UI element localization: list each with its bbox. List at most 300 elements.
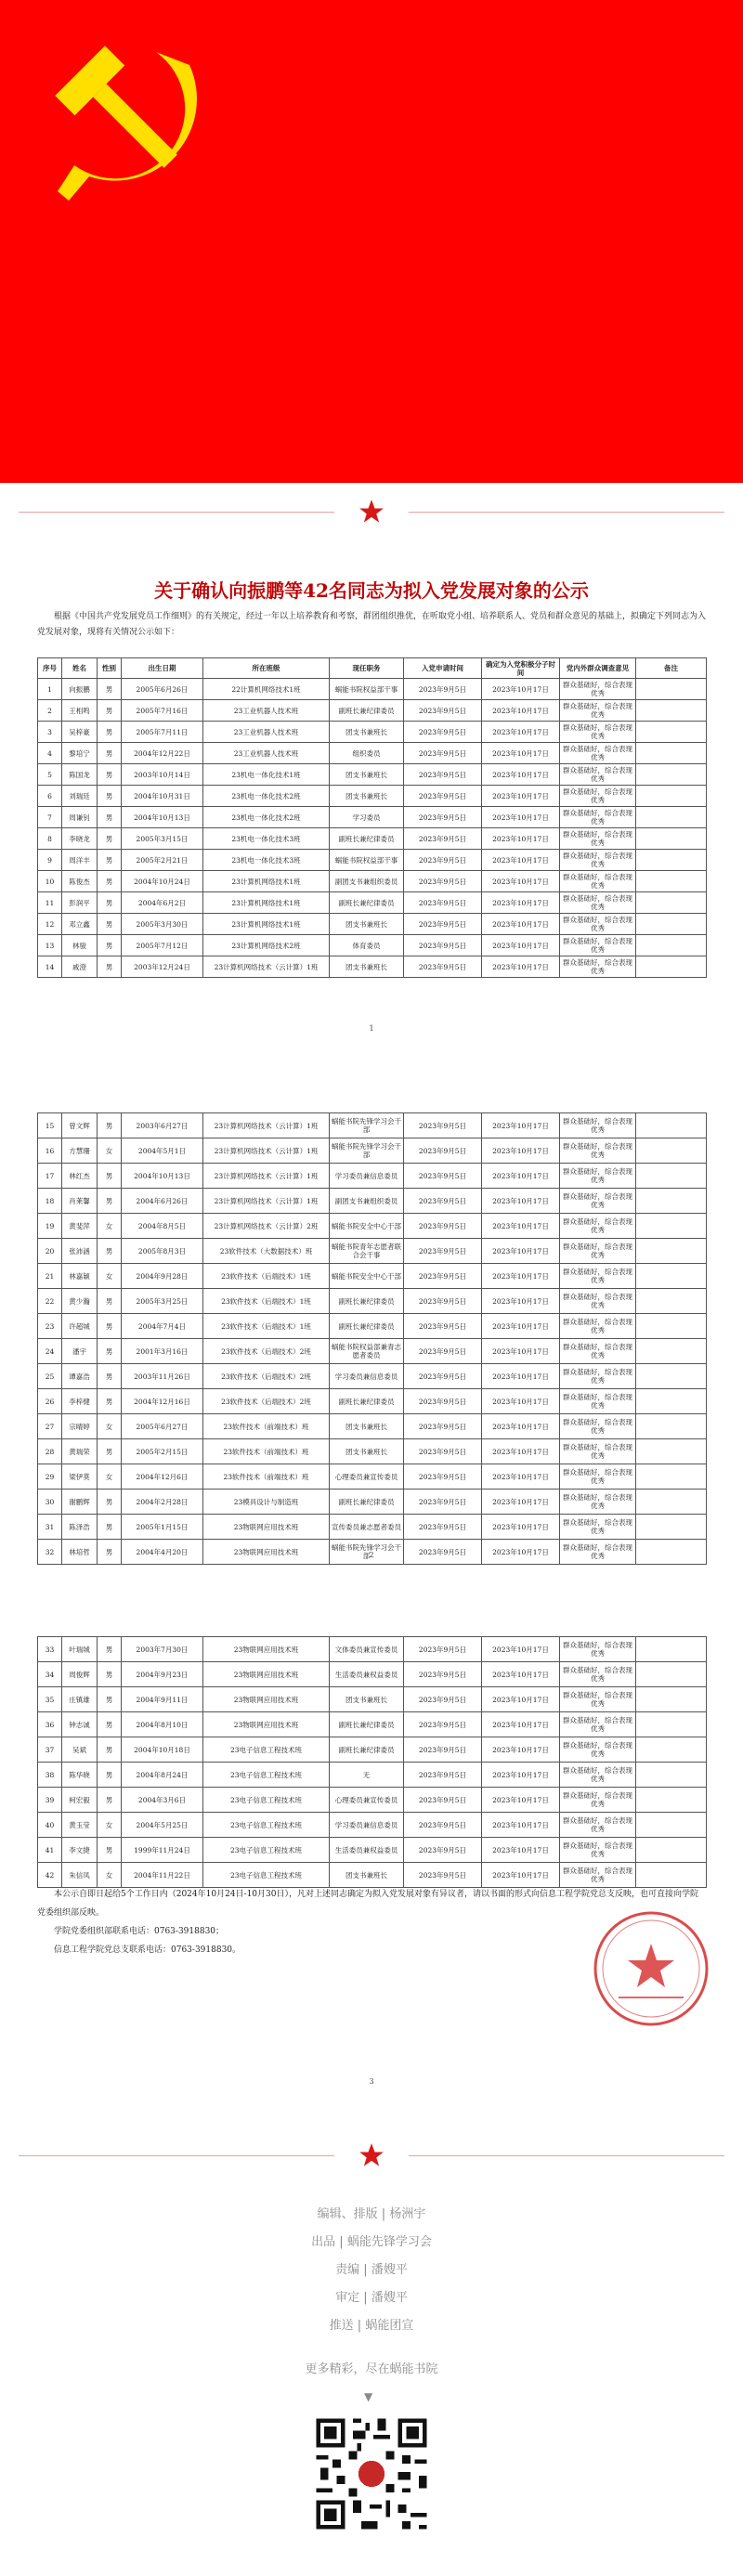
table-cell: 群众基础好，综合表现优秀 xyxy=(560,1439,636,1464)
table-cell: 2023年10月17日 xyxy=(482,1289,560,1314)
table-cell: 女 xyxy=(98,1138,122,1164)
table-cell: 2023年10月17日 xyxy=(482,1662,560,1687)
table-cell: 团支书兼班长 xyxy=(330,956,404,978)
table-row xyxy=(38,1813,707,1838)
table-cell xyxy=(636,1687,707,1712)
page-number: 3 xyxy=(369,2077,374,2086)
table-cell: 2023年10月17日 xyxy=(482,914,560,935)
bottom-star-divider xyxy=(19,2138,724,2175)
table-row xyxy=(38,700,707,722)
table-cell: 23电子信息工程技术班 xyxy=(203,1788,330,1813)
table-cell: 群众基础好，综合表现优秀 xyxy=(560,871,636,892)
column-header: 入党申请时间 xyxy=(404,658,482,679)
table-cell xyxy=(636,1813,707,1838)
table-cell: 男 xyxy=(98,1662,122,1687)
table-cell: 23物联网应用技术班 xyxy=(203,1712,330,1737)
table-cell: 2023年9月5日 xyxy=(404,892,482,914)
table-cell: 2005年7月11日 xyxy=(122,722,203,743)
table-cell: 男 xyxy=(98,1788,122,1813)
table-cell: 团支书兼班长 xyxy=(330,1863,404,1888)
table-cell: 2023年9月5日 xyxy=(404,1788,482,1813)
table-cell: 6 xyxy=(38,786,62,807)
table-cell: 2023年9月5日 xyxy=(404,1637,482,1662)
table-cell: 2005年1月15日 xyxy=(122,1515,203,1540)
table-cell xyxy=(636,1712,707,1737)
table-cell: 2023年10月17日 xyxy=(482,807,560,828)
table-row xyxy=(38,743,707,764)
table-cell: 副团支书兼组织委员 xyxy=(330,871,404,892)
table-cell: 2023年9月5日 xyxy=(404,1264,482,1289)
table-cell: 2023年10月17日 xyxy=(482,1813,560,1838)
table-cell: 2023年9月5日 xyxy=(404,871,482,892)
table-cell: 生活委员兼权益委员 xyxy=(330,1662,404,1687)
credit-publisher: 推送 | 蜗能团宣 xyxy=(329,2319,414,2333)
table-cell: 群众基础好，综合表现优秀 xyxy=(560,1389,636,1414)
table-cell: 男 xyxy=(98,1164,122,1189)
table-cell: 男 xyxy=(98,892,122,914)
table-cell: 2023年10月17日 xyxy=(482,871,560,892)
table-cell: 2023年9月5日 xyxy=(404,786,482,807)
table-cell: 23机电一体化技术2班 xyxy=(203,807,330,828)
table-cell: 2004年9月11日 xyxy=(122,1687,203,1712)
table-cell: 2004年7月4日 xyxy=(122,1314,203,1339)
table-cell: 学习委员 xyxy=(330,807,404,828)
table-cell: 男 xyxy=(98,743,122,764)
table-cell: 2023年10月17日 xyxy=(482,743,560,764)
table-cell: 2023年9月5日 xyxy=(404,807,482,828)
table-cell: 周洋丰 xyxy=(62,850,98,871)
table-cell: 2005年8月3日 xyxy=(122,1239,203,1264)
table-cell: 2004年4月20日 xyxy=(122,1540,203,1565)
table-cell xyxy=(636,679,707,700)
table-cell: 2023年10月17日 xyxy=(482,1788,560,1813)
credit-producer: 出品 | 蜗能先锋学习会 xyxy=(311,2235,432,2249)
table-cell: 2004年5月1日 xyxy=(122,1138,203,1164)
table-cell: 群众基础好，综合表现优秀 xyxy=(560,722,636,743)
table-cell: 邓立鑫 xyxy=(62,914,98,935)
table-cell: 2023年10月17日 xyxy=(482,1113,560,1138)
table-cell: 群众基础好，综合表现优秀 xyxy=(560,914,636,935)
table-cell: 2004年3月6日 xyxy=(122,1788,203,1813)
table-cell: 副班长兼纪律委员 xyxy=(330,1314,404,1339)
table-cell: 23电子信息工程技术班 xyxy=(203,1737,330,1763)
table-cell: 群众基础好，综合表现优秀 xyxy=(560,956,636,978)
table-cell: 2004年12月22日 xyxy=(122,743,203,764)
table-cell: 2023年9月5日 xyxy=(404,1712,482,1737)
table-cell: 2023年9月5日 xyxy=(404,1863,482,1888)
table-cell: 男 xyxy=(98,1515,122,1540)
table-row xyxy=(38,935,707,956)
table-cell: 23软件技术（前端技术）班 xyxy=(203,1439,330,1464)
column-header: 序号 xyxy=(38,658,62,679)
table-cell: 男 xyxy=(98,871,122,892)
table-cell: 朱信凤 xyxy=(62,1863,98,1888)
table-cell xyxy=(636,1490,707,1515)
table-cell: 2004年6月2日 xyxy=(122,892,203,914)
table-cell: 男 xyxy=(98,679,122,700)
table-cell: 李文捷 xyxy=(62,1838,98,1863)
table-cell: 2023年9月5日 xyxy=(404,1490,482,1515)
table-cell: 2023年10月17日 xyxy=(482,1439,560,1464)
table-cell: 2023年9月5日 xyxy=(404,1838,482,1863)
table-cell: 女 xyxy=(98,1214,122,1239)
column-header: 性别 xyxy=(98,658,122,679)
table-cell: 群众基础好，综合表现优秀 xyxy=(560,1687,636,1712)
table-cell: 2004年10月31日 xyxy=(122,786,203,807)
table-cell: 副班长兼纪律委员 xyxy=(330,1389,404,1414)
table-cell: 3 xyxy=(38,722,62,743)
table-cell: 2005年2月21日 xyxy=(122,850,203,871)
table-cell: 副班长兼纪律委员 xyxy=(330,1289,404,1314)
table-cell: 男 xyxy=(98,786,122,807)
table-header-row xyxy=(38,658,707,679)
table-cell: 群众基础好，综合表现优秀 xyxy=(560,935,636,956)
table-cell: 女 xyxy=(98,1464,122,1490)
table-cell: 群众基础好，综合表现优秀 xyxy=(560,1763,636,1788)
table-cell: 蜗能书院先锋学习会干部 xyxy=(330,1113,404,1138)
table-cell xyxy=(636,1737,707,1763)
table-cell: 23机电一体化技术3班 xyxy=(203,850,330,871)
table-cell: 2023年10月17日 xyxy=(482,1164,560,1189)
credit-responsible-editor: 责编 | 潘嫂平 xyxy=(335,2263,408,2277)
contact-line-2: 信息工程学院党总支联系电话：0763-3918830。 xyxy=(54,1945,241,1955)
table-cell xyxy=(636,1414,707,1439)
table-cell: 群众基础好，综合表现优秀 xyxy=(560,828,636,850)
table-cell: 2004年12月6日 xyxy=(122,1464,203,1490)
table-cell: 2004年10月24日 xyxy=(122,871,203,892)
table-cell: 23工业机器人技术班 xyxy=(203,743,330,764)
table-cell: 23计算机网络技术（云计算）1班 xyxy=(203,1164,330,1189)
table-cell: 8 xyxy=(38,828,62,850)
table-cell: 16 xyxy=(38,1138,62,1164)
table-cell: 男 xyxy=(98,1339,122,1364)
table-cell: 23计算机网络技术1班 xyxy=(203,892,330,914)
table-cell: 2023年10月17日 xyxy=(482,1189,560,1214)
table-cell: 2023年9月5日 xyxy=(404,1515,482,1540)
table-cell: 学习委员兼信息委员 xyxy=(330,1364,404,1389)
table-cell: 心理委员兼宣传委员 xyxy=(330,1788,404,1813)
table-cell: 群众基础好，综合表现优秀 xyxy=(560,1712,636,1737)
table-cell: 2023年9月5日 xyxy=(404,1687,482,1712)
table-cell: 2023年9月5日 xyxy=(404,1138,482,1164)
table-cell: 柯宏毅 xyxy=(62,1788,98,1813)
table-cell: 2023年9月5日 xyxy=(404,1389,482,1414)
table-cell: 男 xyxy=(98,914,122,935)
table-cell: 群众基础好，综合表现优秀 xyxy=(560,1239,636,1264)
table-cell: 庄镇雄 xyxy=(62,1687,98,1712)
column-header: 确定为入党积极分子时间 xyxy=(482,658,560,679)
table-cell: 2004年5月25日 xyxy=(122,1813,203,1838)
table-cell: 7 xyxy=(38,807,62,828)
table-cell: 2023年10月17日 xyxy=(482,764,560,786)
table-cell: 2023年10月17日 xyxy=(482,1138,560,1164)
table-cell: 副班长兼纪律委员 xyxy=(330,1712,404,1737)
table-cell: 2023年9月5日 xyxy=(404,1289,482,1314)
table-row xyxy=(38,1838,707,1863)
table-cell: 谭嘉浩 xyxy=(62,1364,98,1389)
table-cell: 2023年10月17日 xyxy=(482,935,560,956)
table-row xyxy=(38,1515,707,1540)
table-cell: 团支书兼班长 xyxy=(330,914,404,935)
table-cell: 群众基础好，综合表现优秀 xyxy=(560,1314,636,1339)
table-cell: 陈泽浩 xyxy=(62,1515,98,1540)
table-cell: 23计算机网络技术（云计算）1班 xyxy=(203,956,330,978)
table-cell: 女 xyxy=(98,1863,122,1888)
table-cell: 2023年9月5日 xyxy=(404,1314,482,1339)
table-cell: 群众基础好，综合表现优秀 xyxy=(560,679,636,700)
table-cell: 2023年10月17日 xyxy=(482,828,560,850)
table-cell: 蜗能书院权益部兼青志愿者委员 xyxy=(330,1339,404,1364)
table-cell: 28 xyxy=(38,1439,62,1464)
table-cell: 2023年9月5日 xyxy=(404,1339,482,1364)
table-cell: 群众基础好，综合表现优秀 xyxy=(560,1788,636,1813)
table-cell: 2003年10月14日 xyxy=(122,764,203,786)
table-cell: 2023年9月5日 xyxy=(404,764,482,786)
table-cell xyxy=(636,892,707,914)
table-row xyxy=(38,1314,707,1339)
table-cell: 吴梓豪 xyxy=(62,722,98,743)
qr-code-image[interactable] xyxy=(312,2414,431,2533)
table-row xyxy=(38,1239,707,1264)
table-cell xyxy=(636,1214,707,1239)
table-cell: 群众基础好，综合表现优秀 xyxy=(560,1339,636,1364)
table-cell: 2004年8月10日 xyxy=(122,1712,203,1737)
table-cell: 男 xyxy=(98,1389,122,1414)
table-cell: 副班长兼纪律委员 xyxy=(330,1490,404,1515)
table-cell: 潘宇 xyxy=(62,1339,98,1364)
top-star-divider xyxy=(19,494,724,531)
table-row xyxy=(38,722,707,743)
table-cell: 男 xyxy=(98,1490,122,1515)
table-cell: 林培哲 xyxy=(62,1540,98,1565)
table-cell xyxy=(636,1838,707,1863)
table-cell xyxy=(636,1113,707,1138)
table-cell: 团支书兼班长 xyxy=(330,764,404,786)
table-cell: 肖莱馨 xyxy=(62,1189,98,1214)
table-cell: 蜗能书院青年志愿者联合会干事 xyxy=(330,1239,404,1264)
table-cell: 2004年9月28日 xyxy=(122,1264,203,1289)
table-cell: 23机电一体化技术2班 xyxy=(203,786,330,807)
table-cell: 群众基础好，综合表现优秀 xyxy=(560,764,636,786)
credit-editor: 编辑、排版 | 杨洲宇 xyxy=(317,2207,426,2221)
table-cell: 2023年9月5日 xyxy=(404,1164,482,1189)
table-cell: 29 xyxy=(38,1464,62,1490)
table-row xyxy=(38,1788,707,1813)
table-cell: 李梓健 xyxy=(62,1389,98,1414)
table-cell xyxy=(636,1763,707,1788)
table-cell: 23软件技术（后端技术）2班 xyxy=(203,1389,330,1414)
table-cell xyxy=(636,850,707,871)
table-cell: 蜗能书院权益部干事 xyxy=(330,679,404,700)
table-cell: 23计算机网络技术（云计算）1班 xyxy=(203,1113,330,1138)
table-cell: 15 xyxy=(38,1113,62,1138)
table-cell: 2023年9月5日 xyxy=(404,1189,482,1214)
table-row xyxy=(38,1389,707,1414)
table-cell: 群众基础好，综合表现优秀 xyxy=(560,786,636,807)
table-row xyxy=(38,1138,707,1164)
table-cell: 男 xyxy=(98,1763,122,1788)
table-cell: 副班长兼纪律委员 xyxy=(330,892,404,914)
table-cell: 2005年7月16日 xyxy=(122,700,203,722)
table-cell: 4 xyxy=(38,743,62,764)
table-cell: 男 xyxy=(98,1637,122,1662)
table-cell: 23软件技术（前端技术）班 xyxy=(203,1464,330,1490)
column-header: 所在班级 xyxy=(203,658,330,679)
table-cell: 男 xyxy=(98,1540,122,1565)
table-cell: 23物联网应用技术班 xyxy=(203,1540,330,1565)
table-cell: 男 xyxy=(98,807,122,828)
table-cell: 2023年10月17日 xyxy=(482,1314,560,1339)
table-cell: 团支书兼班长 xyxy=(330,1414,404,1439)
table-cell: 副班长兼纪律委员 xyxy=(330,1737,404,1763)
table-cell: 学习委员兼信息委员 xyxy=(330,1813,404,1838)
table-cell: 2023年9月5日 xyxy=(404,956,482,978)
table-cell: 男 xyxy=(98,1687,122,1712)
table-cell: 群众基础好，综合表现优秀 xyxy=(560,1838,636,1863)
table-cell: 2023年10月17日 xyxy=(482,1214,560,1239)
table-cell: 2023年10月17日 xyxy=(482,1712,560,1737)
table-cell: 22计算机网络技术1班 xyxy=(203,679,330,700)
table-cell: 蜗能书院先锋学习会干部 xyxy=(330,1138,404,1164)
table-cell: 生活委员兼权益委员 xyxy=(330,1838,404,1863)
table-cell: 2023年10月17日 xyxy=(482,1637,560,1662)
table-cell: 陈俊杰 xyxy=(62,871,98,892)
table-cell: 22 xyxy=(38,1289,62,1314)
table-cell: 2023年9月5日 xyxy=(404,1662,482,1687)
table-cell xyxy=(636,1364,707,1389)
more-content-link: 更多精彩，尽在蜗能书院 xyxy=(305,2362,438,2376)
table-cell: 林嘉颖 xyxy=(62,1264,98,1289)
table-cell: 2023年9月5日 xyxy=(404,1364,482,1389)
table-cell: 2023年10月17日 xyxy=(482,786,560,807)
table-cell: 23工业机器人技术班 xyxy=(203,700,330,722)
table-cell: 群众基础好，综合表现优秀 xyxy=(560,807,636,828)
table-cell: 2005年2月15日 xyxy=(122,1439,203,1464)
page-number: 1 xyxy=(369,1024,374,1033)
table-row xyxy=(38,1113,707,1138)
table-cell: 37 xyxy=(38,1737,62,1763)
table-cell: 23机电一体化技术1班 xyxy=(203,764,330,786)
table-cell: 女 xyxy=(98,1813,122,1838)
table-cell: 2023年10月17日 xyxy=(482,956,560,978)
table-cell: 2003年12月24日 xyxy=(122,956,203,978)
table-cell xyxy=(636,1464,707,1490)
table-cell: 2023年10月17日 xyxy=(482,1763,560,1788)
table-cell: 9 xyxy=(38,850,62,871)
table-cell: 李晓龙 xyxy=(62,828,98,850)
table-cell: 23物联网应用技术班 xyxy=(203,1515,330,1540)
table-cell xyxy=(636,935,707,956)
column-header: 出生日期 xyxy=(122,658,203,679)
party-flag-banner xyxy=(0,0,743,483)
table-cell: 副团支书兼组织委员 xyxy=(330,1189,404,1214)
table-cell: 许超城 xyxy=(62,1314,98,1339)
table-row xyxy=(38,807,707,828)
table-cell: 5 xyxy=(38,764,62,786)
table-cell: 女 xyxy=(98,1264,122,1289)
table-cell: 心理委员兼宣传委员 xyxy=(330,1464,404,1490)
table-cell: 1 xyxy=(38,679,62,700)
table-cell: 2023年9月5日 xyxy=(404,1737,482,1763)
table-row xyxy=(38,1712,707,1737)
table-cell: 群众基础好，综合表现优秀 xyxy=(560,1138,636,1164)
table-cell: 2023年9月5日 xyxy=(404,1464,482,1490)
table-cell: 2023年10月17日 xyxy=(482,1687,560,1712)
table-cell: 23软件技术（后端技术）1班 xyxy=(203,1314,330,1339)
table-cell xyxy=(636,1637,707,1662)
table-cell: 林红杰 xyxy=(62,1164,98,1189)
table-cell: 男 xyxy=(98,1737,122,1763)
notice-paragraph: 本公示自即日起给5个工作日内（2024年10月24日-10月30日），凡对上述同志确定为拟入党发展对象有异议者，请以书面的形式向信息工程学院党总支反映，也可直接向学院党委组织部反映。 xyxy=(37,1890,698,1918)
table-cell: 23计算机网络技术1班 xyxy=(203,871,330,892)
table-cell: 2023年9月5日 xyxy=(404,850,482,871)
table-cell: 2023年9月5日 xyxy=(404,1214,482,1239)
table-cell: 26 xyxy=(38,1389,62,1414)
table-cell xyxy=(636,1239,707,1264)
table-cell: 男 xyxy=(98,850,122,871)
table-cell: 2003年6月27日 xyxy=(122,1113,203,1138)
table-cell: 蜗能书院安全中心干部 xyxy=(330,1214,404,1239)
table-cell: 23计算机网络技术2班 xyxy=(203,935,330,956)
table-cell: 群众基础好，综合表现优秀 xyxy=(560,1264,636,1289)
table-cell: 2023年10月17日 xyxy=(482,1863,560,1888)
table-row xyxy=(38,828,707,850)
table-cell: 36 xyxy=(38,1712,62,1737)
table-cell: 男 xyxy=(98,828,122,850)
table-row xyxy=(38,1863,707,1888)
table-cell: 17 xyxy=(38,1164,62,1189)
table-cell: 2023年10月17日 xyxy=(482,1490,560,1515)
table-row xyxy=(38,1189,707,1214)
table-cell: 23物联网应用技术班 xyxy=(203,1662,330,1687)
table-cell xyxy=(636,743,707,764)
table-cell: 黄少瀚 xyxy=(62,1289,98,1314)
table-cell: 群众基础好，综合表现优秀 xyxy=(560,1364,636,1389)
table-cell: 23软件技术（大数据技术）班 xyxy=(203,1239,330,1264)
table-cell: 19 xyxy=(38,1214,62,1239)
roster-table-page-1 xyxy=(37,657,707,978)
table-cell: 群众基础好，综合表现优秀 xyxy=(560,1464,636,1490)
table-cell: 2023年9月5日 xyxy=(404,828,482,850)
table-cell xyxy=(636,700,707,722)
table-row xyxy=(38,892,707,914)
table-cell: 11 xyxy=(38,892,62,914)
table-cell: 10 xyxy=(38,871,62,892)
table-cell: 23电子信息工程技术班 xyxy=(203,1813,330,1838)
table-cell: 组织委员 xyxy=(330,743,404,764)
table-cell: 群众基础好，综合表现优秀 xyxy=(560,1515,636,1540)
table-cell: 25 xyxy=(38,1364,62,1389)
table-cell xyxy=(636,1788,707,1813)
table-cell: 35 xyxy=(38,1687,62,1712)
table-cell: 2005年7月12日 xyxy=(122,935,203,956)
table-cell: 2023年10月17日 xyxy=(482,892,560,914)
table-cell: 群众基础好，综合表现优秀 xyxy=(560,1214,636,1239)
table-cell: 32 xyxy=(38,1540,62,1565)
table-cell: 黎培宁 xyxy=(62,743,98,764)
column-header: 备注 xyxy=(636,658,707,679)
table-cell: 23计算机网络技术（云计算）1班 xyxy=(203,1138,330,1164)
star-icon xyxy=(358,499,385,525)
table-cell: 23软件技术（后端技术）2班 xyxy=(203,1339,330,1364)
contact-line-1: 学院党委组织部联系电话：0763-3918830； xyxy=(54,1927,225,1936)
table-cell: 谢鹏辉 xyxy=(62,1490,98,1515)
table-cell: 刘瑞廷 xyxy=(62,786,98,807)
table-cell: 39 xyxy=(38,1788,62,1813)
hammer-sickle-icon xyxy=(37,28,223,223)
table-cell: 23计算机网络技术（云计算）2班 xyxy=(203,1214,330,1239)
column-header: 姓名 xyxy=(62,658,98,679)
